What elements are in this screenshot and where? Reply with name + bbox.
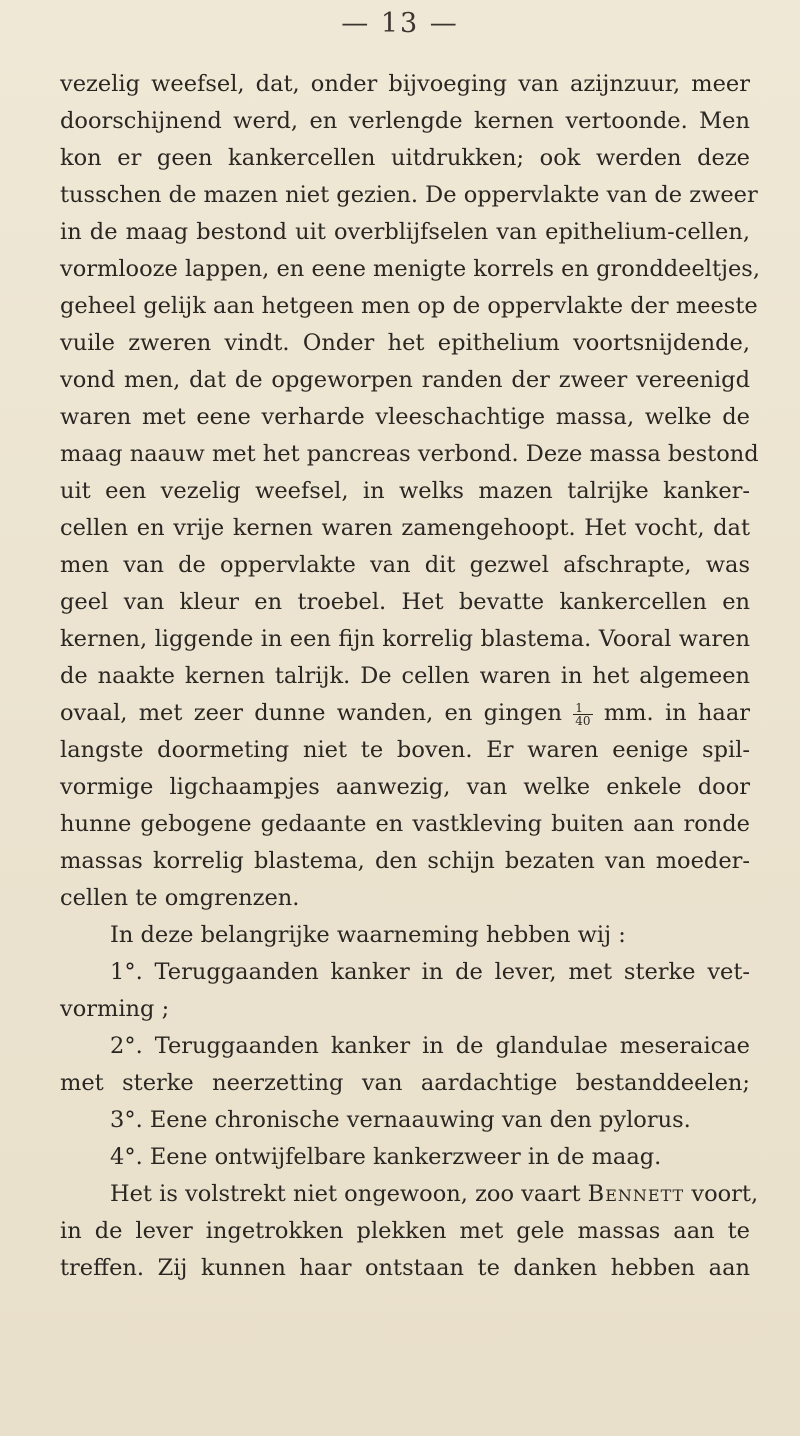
text-line: In deze belangrijke waarneming hebben wij : [110, 922, 626, 948]
line-text-after-fraction: mm. in haar [603, 700, 750, 726]
text-line: vuile zweren vindt. Onder het epithelium voortsnijdende, [60, 330, 750, 356]
text-line: hunne gebogene gedaante en vastkleving buiten aan ronde [60, 811, 750, 837]
text-line: in de lever ingetrokken plekken met gele massas aan te [60, 1218, 750, 1244]
fraction [573, 702, 592, 727]
author-name: Bennett [587, 1181, 685, 1207]
text-line: maag naauw met het pancreas verbond. Deze massa bestond [60, 441, 759, 467]
text-line: vormige ligchaampjes aanwezig, van welke enkele door [60, 774, 750, 800]
text-line: geel van kleur en troebel. Het bevatte kankercellen en [60, 589, 750, 615]
text-line: waren met eene verharde vleeschachtige massa, welke de [60, 404, 750, 430]
text-line: met sterke neerzetting van aardachtige bestanddeelen; [60, 1070, 750, 1096]
line-text-after-author: voort, [691, 1181, 759, 1207]
list-item-2: 2°. Teruggaanden kanker in de glandulae meseraicae [110, 1033, 750, 1059]
text-line: tusschen de mazen niet gezien. De oppervlakte van de zweer [60, 182, 758, 208]
text-line: in de maag bestond uit overblijfselen van epithelium-cellen, [60, 219, 750, 245]
text-line: men van de oppervlakte van dit gezwel afschrapte, was [60, 552, 750, 578]
list-item-4: 4°. Eene ontwijfelbare kankerzweer in de maag. [110, 1144, 662, 1170]
text-line: cellen en vrije kernen waren zamengehoopt. Het vocht, dat [60, 515, 750, 541]
text-line: vond men, dat de opgeworpen randen der zweer vereenigd [60, 367, 750, 393]
text-line: vezelig weefsel, dat, onder bijvoeging van azijnzuur, meer [60, 71, 750, 97]
list-item-1: 1°. Teruggaanden kanker in de lever, met sterke vet- [110, 959, 750, 985]
fraction-denominator: 40 [575, 713, 591, 728]
text-line-with-author [60, 1176, 759, 1213]
text-line: langste doormeting niet te boven. Er waren eenige spil- [60, 737, 750, 763]
text-line: massas korrelig blastema, den schijn bezaten van moeder- [60, 848, 750, 874]
text-line-with-fraction [60, 695, 750, 732]
text-line: uit een vezelig weefsel, in welks mazen talrijke kanker- [60, 478, 750, 504]
text-line: vormlooze lappen, en eene menigte korrels en gronddeeltjes, [60, 256, 761, 282]
text-line: kernen, liggende in een fijn korrelig blastema. Vooral waren [60, 626, 750, 652]
body-text [60, 66, 761, 1287]
text-line: doorschijnend werd, en verlengde kernen vertoonde. Men [60, 108, 750, 134]
text-line: de naakte kernen talrijk. De cellen waren in het algemeen [60, 663, 750, 689]
text-line: vorming ; [60, 996, 170, 1022]
text-line: kon er geen kankercellen uitdrukken; ook werden deze [60, 145, 750, 171]
fraction-numerator: 1 [573, 702, 592, 715]
line-text-before-author: Het is volstrekt niet ongewoon, zoo vaart [110, 1181, 581, 1207]
line-text-before-fraction: ovaal, met zeer dunne wanden, en gingen [60, 700, 562, 726]
page-number: — 13 — [341, 8, 459, 39]
text-line: cellen te omgrenzen. [60, 885, 300, 911]
list-item-3: 3°. Eene chronische vernaauwing van den pylorus. [110, 1107, 691, 1133]
text-line: treffen. Zij kunnen haar ontstaan te danken hebben aan [60, 1255, 750, 1281]
text-line: geheel gelijk aan hetgeen men op de oppervlakte der meeste [60, 293, 758, 319]
